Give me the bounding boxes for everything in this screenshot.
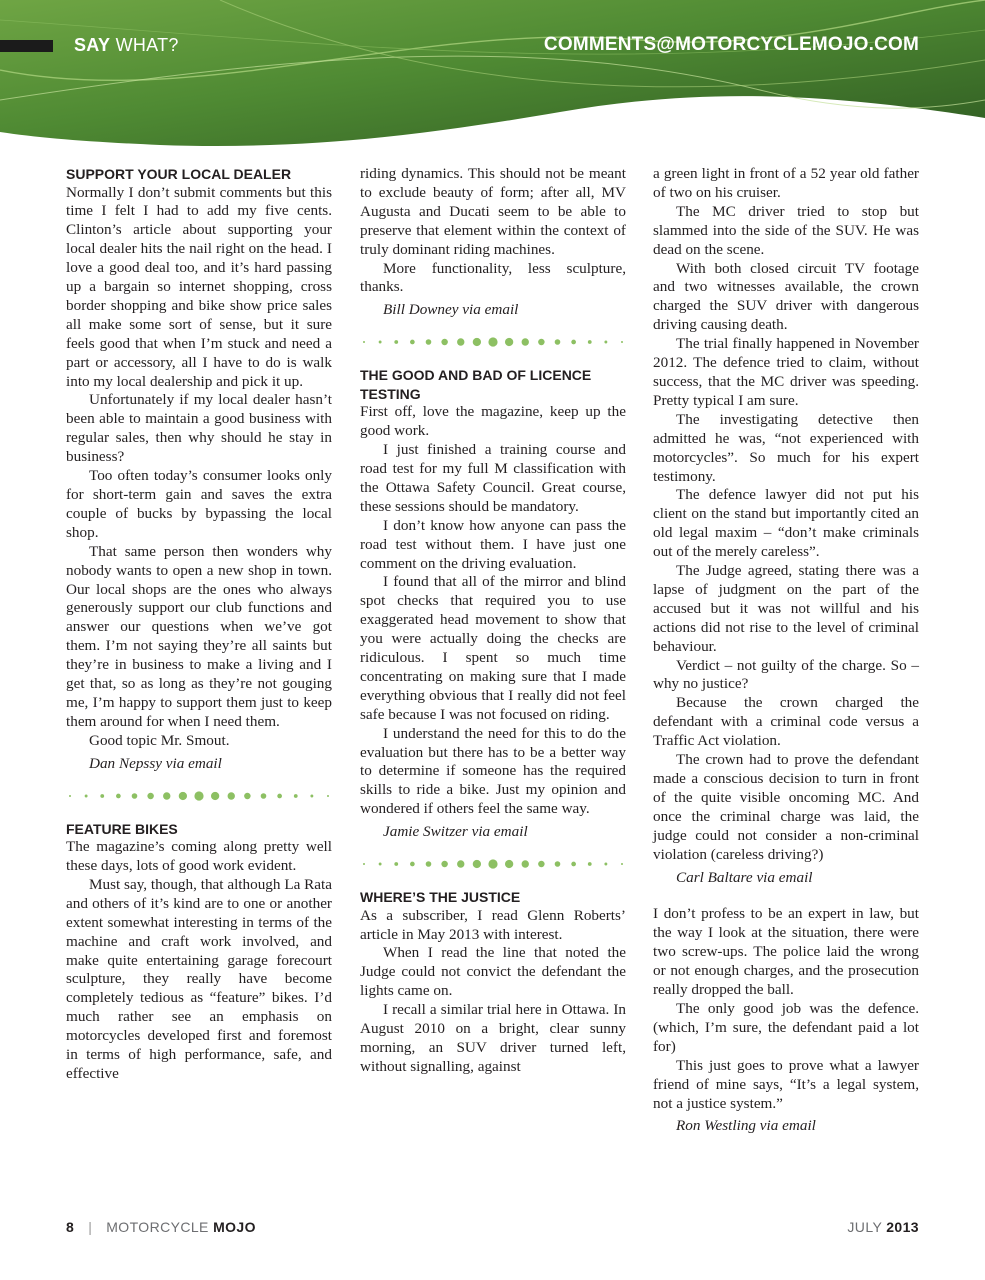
divider-dot <box>394 340 398 344</box>
divider-dot <box>294 794 298 798</box>
paragraph: First off, love the magazine, keep up the good work. <box>360 403 626 440</box>
paragraph: I don’t know how anyone can pass the road test without them. I have just one comment on the driving evaluation. <box>360 516 626 572</box>
divider-dot <box>441 861 448 868</box>
divider-dot <box>163 792 170 799</box>
magazine-name <box>106 1219 256 1235</box>
dot-divider-graphic <box>360 856 626 872</box>
letter-gap <box>653 887 919 905</box>
issue-month: JULY <box>847 1219 887 1235</box>
divider-dot <box>505 338 513 346</box>
paragraph: Unfortunately if my local dealer hasn’t been able to maintain a good business with regular sales, then why should he stay in business? <box>66 391 332 466</box>
divider-dot <box>604 863 607 866</box>
letter-signature: Carl Baltare via email <box>676 868 813 886</box>
comments-email-link[interactable]: COMMENTS@MOTORCYCLEMOJO.COM <box>543 34 919 55</box>
dot-divider <box>360 334 626 350</box>
paragraph: More functionality, less sculpture, thanks. <box>360 259 626 296</box>
divider-dot <box>228 792 235 799</box>
paragraph: I don’t profess to be an expert in law, but the way I look at the situation, there were two screw-ups. The police laid the wrong or not enough charges, and the prosecution really dropped the ball. <box>653 905 919 999</box>
divider-dot <box>473 338 481 346</box>
paragraph: I recall a similar trial here in Ottawa. In August 2010 on a bright, clear sunny morning, an SUV driver turned left, without signalling, against <box>360 1001 626 1075</box>
paragraph: The investigating detective then admitted he was, “not experienced with motorcycles”. So much for his expert testimony. <box>653 410 919 485</box>
paragraph: The defence lawyer did not put his client on the stand but importantly cited an old legal maxim – “don’t make criminals out of the merely careless”. <box>653 486 919 561</box>
divider-dot <box>555 339 561 345</box>
divider-dot <box>571 340 576 345</box>
divider-dot <box>441 339 448 346</box>
divider-dot <box>457 860 464 867</box>
paragraph: The trial finally happened in November 2012. The defence tried to claim, without success, that the MC driver was speeding. Pretty typical I am sure. <box>653 335 919 409</box>
divider-dot <box>147 792 154 799</box>
header-accent-bar <box>0 40 53 52</box>
divider-dot <box>363 341 365 343</box>
heading-justice: WHERE’S THE JUSTICE <box>360 889 521 906</box>
divider-dot <box>538 861 545 868</box>
divider-dot <box>194 791 203 800</box>
heading-licence-testing: THE GOOD AND BAD OF LICENCE TESTING <box>360 367 592 402</box>
divider-dot <box>379 341 382 344</box>
paragraph: As a subscriber, I read Glenn Roberts’ article in May 2013 with interest. <box>360 906 626 943</box>
footer-divider: | <box>88 1219 93 1235</box>
paragraph: Must say, though, that although La Rata and others of it’s kind are to one or another extent somewhat interesting in terms of the machine and craft work involved, and make quite entertaining garage forecourt sculpture, they really have become completely tedious as “feature” bikes. I’d much rather see an emphasis on motorcycles developed first and foremost in terms of high performance, safe, and effective <box>66 875 332 1082</box>
divider-dot <box>116 793 121 798</box>
issue-date <box>847 1219 919 1235</box>
paragraph: I just finished a training course and road test for my full M classification with the Ottawa Safety Council. Great course, these sessions should be mandatory. <box>360 441 626 515</box>
divider-dot <box>426 339 432 345</box>
dot-divider <box>66 788 332 804</box>
divider-dot <box>69 795 71 797</box>
magazine-name-regular: MOTORCYCLE <box>106 1219 214 1235</box>
divider-dot <box>394 862 398 866</box>
paragraph: Because the crown charged the defendant with a criminal code versus a Traffic Act violation. <box>653 694 919 750</box>
column-2 <box>360 165 626 1077</box>
divider-dot <box>244 792 251 799</box>
paragraph: Normally I don’t submit comments but this time I felt I had to add my five cents. Clinton’s article about supporting your local dealer hits the nail right on the head. I love a good deal too, and it’s hard passing up a bargain so internet shopping, cross border shopping and bike show price sales all make some sort of sense, but it sure feels good that when I’m stuck and need a part or accessory, all I have to do is walk into my local dealership and pick it up. <box>66 183 332 390</box>
divider-dot <box>522 339 529 346</box>
paragraph: With both closed circuit TV footage and two witnesses available, the crown charged the SUV driver with dangerous driving causing death. <box>653 259 919 334</box>
section-title-rest: WHAT? <box>110 35 179 55</box>
divider-dot <box>261 793 267 799</box>
paragraph: I found that all of the mirror and blind spot checks that required you to use exaggerated head movement to show that you were actually doing the checks are ridiculous. I spent so much time concentrating on making sure that I made everything obvious that I really did not feel safe because I was not focused on riding. <box>360 573 626 723</box>
divider-dot <box>85 794 88 797</box>
divider-dot <box>621 863 623 865</box>
paragraph: Too often today’s consumer looks only for short-term gain and saves the extra couple of bucks by bypassing the local shop. <box>66 467 332 541</box>
divider-dot <box>100 794 104 798</box>
divider-dot <box>588 862 592 866</box>
divider-dot <box>410 862 415 867</box>
divider-dot <box>621 341 623 343</box>
divider-dot <box>277 793 282 798</box>
dot-divider-graphic <box>66 788 332 804</box>
paragraph: The crown had to prove the defendant made a conscious decision to turn in front of the quite visible oncoming MC. And once the criminal charge was laid, the judge could not consider a non-criminal violation (careless driving?) <box>653 751 919 863</box>
divider-dot <box>426 861 432 867</box>
paragraph: When I read the line that noted the Judge could not convict the defendant the lights came on. <box>360 944 626 1000</box>
letter-signature: Ron Westling via email <box>676 1117 816 1135</box>
header-banner <box>0 0 985 168</box>
issue-year: 2013 <box>886 1219 919 1235</box>
divider-dot <box>379 863 382 866</box>
divider-dot <box>488 859 497 868</box>
magazine-name-bold: MOJO <box>213 1219 256 1235</box>
dot-divider <box>360 856 626 872</box>
divider-dot <box>505 860 513 868</box>
paragraph: The Judge agreed, stating there was a lapse of judgment on the part of the accused but it was not willful and his actions did not rise to the level of criminal behaviour. <box>653 562 919 655</box>
divider-dot <box>488 338 497 347</box>
paragraph: riding dynamics. This should not be meant to exclude beauty of form; after all, MV Augusta and Ducati seem to be able to preserve that element within the context of truly dominant riding machines. <box>360 165 626 258</box>
divider-dot <box>522 860 529 867</box>
paragraph: This just goes to prove what a lawyer friend of mine says, “It’s a legal system, not a justice system.” <box>653 1056 919 1112</box>
heading-feature-bikes: FEATURE BIKES <box>66 820 178 837</box>
section-title <box>74 35 179 56</box>
paragraph: That same person then wonders why nobody wants to open a new shop in town. Our local shops are the ones who always generously support our club functions and answer our questions when we’ve got them. I’m not saying they’re all saints but they’re in business to make a living and I get that, so as long as they’re not gouging me, I’m happy to support them just to keep them around for when I need them. <box>66 542 332 730</box>
divider-dot <box>327 795 329 797</box>
section-title-bold: SAY <box>74 35 111 55</box>
divider-dot <box>457 339 464 346</box>
divider-dot <box>538 339 545 346</box>
page-number: 8 <box>66 1219 75 1235</box>
paragraph: Good topic Mr. Smout. <box>89 731 230 749</box>
paragraph: The only good job was the defence. (which, I’m sure, the defendant paid a lot for) <box>653 999 919 1055</box>
divider-dot <box>473 860 481 868</box>
divider-dot <box>555 861 561 867</box>
divider-dot <box>588 340 592 344</box>
paragraph: a green light in front of a 52 year old father of two on his cruiser. <box>653 165 919 201</box>
paragraph: The magazine’s coming along pretty well these days, lots of good work evident. <box>66 838 332 874</box>
divider-dot <box>363 863 365 865</box>
column-3 <box>653 165 919 1136</box>
paragraph: The MC driver tried to stop but slammed into the side of the SUV. He was dead on the scene. <box>653 202 919 258</box>
letter-signature: Bill Downey via email <box>383 301 519 319</box>
dot-divider-graphic <box>360 334 626 350</box>
page-footer <box>66 1219 919 1235</box>
column-1 <box>66 165 332 1084</box>
paragraph: Verdict – not guilty of the charge. So – why no justice? <box>653 656 919 693</box>
letter-signature: Jamie Switzer via email <box>383 823 528 841</box>
letter-signature: Dan Nepssy via email <box>89 754 222 772</box>
divider-dot <box>310 794 313 797</box>
heading-support-dealer: SUPPORT YOUR LOCAL DEALER <box>66 166 292 182</box>
divider-dot <box>132 793 138 799</box>
divider-dot <box>571 862 576 867</box>
divider-dot <box>211 791 219 799</box>
banner-graphic <box>0 0 985 168</box>
divider-dot <box>179 791 187 799</box>
divider-dot <box>604 341 607 344</box>
divider-dot <box>410 340 415 345</box>
paragraph: I understand the need for this to do the evaluation but there has to be a better way to determine if someone has the required skills to ride a bike. Just my opinion and wondered if others feel the same way. <box>360 724 626 818</box>
